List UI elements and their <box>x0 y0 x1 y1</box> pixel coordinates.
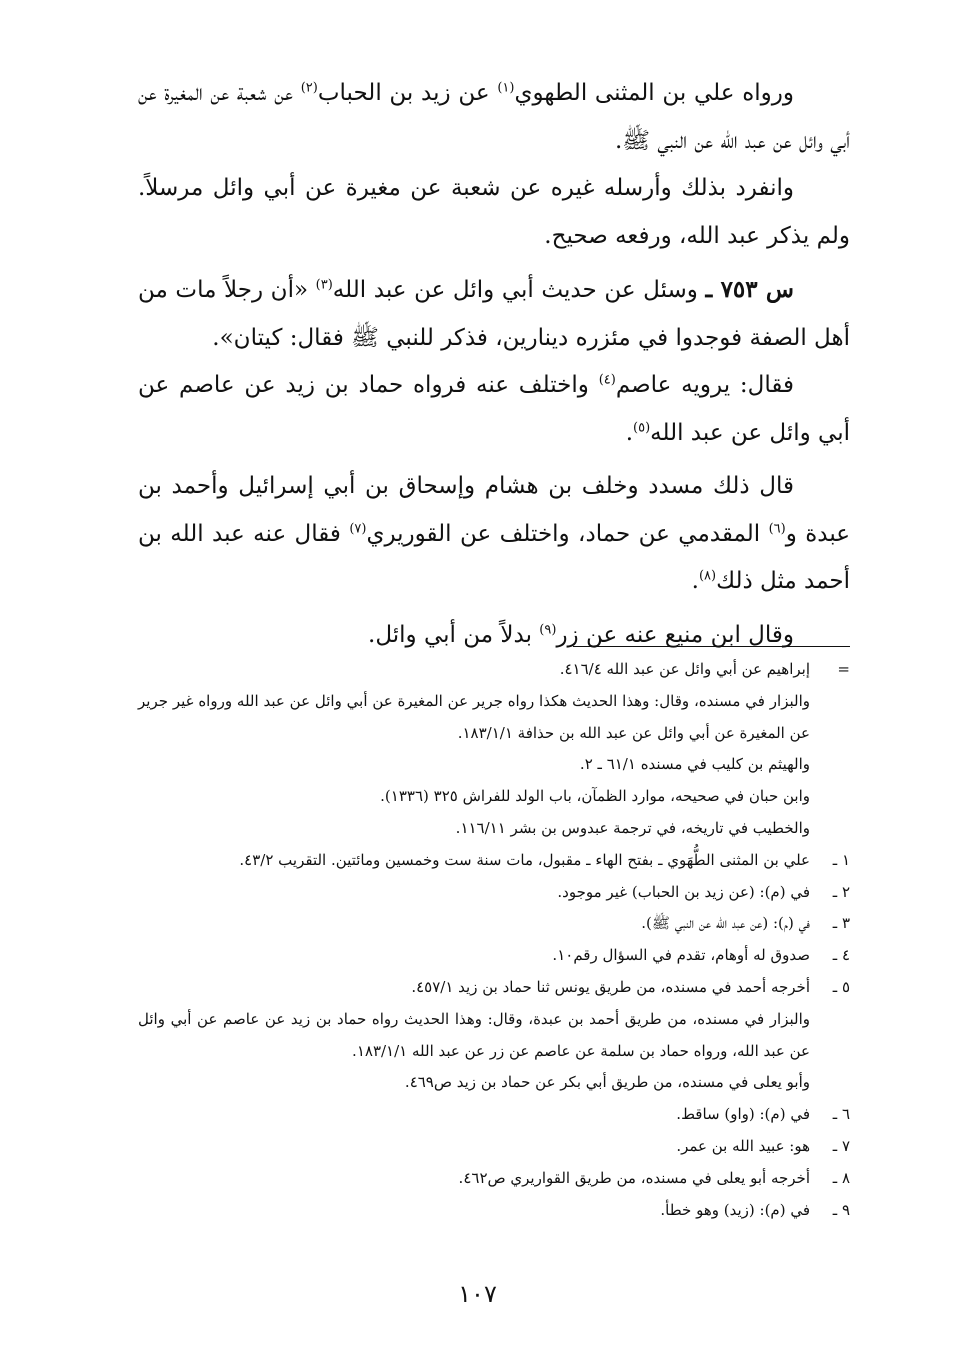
footnote-item <box>138 1099 850 1131</box>
footnote-text: في (م): (واو) ساقط. <box>676 1105 810 1124</box>
text-run: قال ذلك مسدد وخلف بن هشام وإسحاق بن أبي إسرائيل وأحمد بن عبدة و <box>138 473 850 547</box>
footnote-text: والخطيب في تاريخه، في ترجمة عبدوس بن بشر ١١٦/١١. <box>455 818 810 837</box>
footnote-number: ٩ ـ <box>832 1200 850 1219</box>
footnote-number <box>814 1004 850 1068</box>
footnote-number: ٦ ـ <box>832 1105 850 1124</box>
text-run: . <box>625 419 634 446</box>
footnote-item <box>138 877 850 909</box>
footnote-number: ٢ ـ <box>832 882 850 901</box>
footnote-item <box>138 972 850 1004</box>
footnote-ref-9[interactable]: (٩) <box>539 621 557 637</box>
footnote-number: ٤ ـ <box>832 946 850 965</box>
footnote-ref-7[interactable]: (٧) <box>349 520 367 536</box>
footnote-item <box>138 749 850 781</box>
footnote-text: في (م): (زيد) وهو خطأ. <box>660 1200 810 1219</box>
footnote-text: في (م): (عن عبد الله عن النبي ﷺ). <box>641 914 810 933</box>
text-run: فقال: يرويه عاصم <box>615 372 794 398</box>
footnote-number: ٣ ـ <box>832 914 850 933</box>
main-text <box>138 70 850 659</box>
text-run: . <box>691 568 699 594</box>
text-run: «أن رجلاً مات من أهل الصفة فوجدوا في مئزره دينارين، فذكر للنبي ﷺ فقال: كيتان». <box>138 277 850 351</box>
text-run: وقال ابن منيع عنه عن زر <box>556 621 794 648</box>
text-run: بدلاً من أبي وائل. <box>368 621 540 648</box>
footnote-text: هو: عبيد الله بن عمر. <box>676 1136 810 1155</box>
footnote-number: ٥ ـ <box>832 977 850 996</box>
footnote-ref-1[interactable]: (١) <box>497 80 515 96</box>
footnote-text: إبراهيم عن أبي وائل عن عبد الله ٤١٦/٤. <box>559 660 810 678</box>
text-run: المقدمي عن حماد، واختلف عن القوريري <box>366 520 769 547</box>
footnote-item <box>138 813 850 845</box>
footnote-number <box>814 813 850 845</box>
footnote-item <box>138 654 850 686</box>
footnote-ref-2[interactable]: (٢) <box>300 80 318 96</box>
text-run: ورواه علي بن المثنى الطهوي <box>514 80 795 106</box>
page-number: ١٠٧ <box>458 1280 497 1308</box>
footnote-number: ١ ـ <box>832 850 850 869</box>
footnote-number <box>814 749 850 781</box>
footnote-ref-3[interactable]: (٣) <box>315 277 333 293</box>
footnote-number <box>814 686 850 750</box>
footnote-number <box>814 1067 850 1099</box>
footnote-item <box>138 1131 850 1163</box>
text-run: وانفرد بذلك وأرسله غيره عن شعبة عن مغيرة عن أبي وائل مرسلاً. ولم يذكر عبد الله، ورفعه صحيح. <box>138 175 850 249</box>
footnote-text: أخرجه أبو يعلى في مسنده، من طريق القواريري ص٤٦٢. <box>458 1168 810 1187</box>
footnote-ref-5[interactable]: (٥) <box>633 419 651 435</box>
footnote-text: والبزار في مسنده، من طريق أحمد بن عبدة، وقال: وهذا الحديث رواه حماد بن زيد عن عاصم عن أبي وائل عن عبد الله، ورواه حماد بن سلمة عن عاصم عن زر عن عبد الله ١٨٣/١/١. <box>138 1009 810 1060</box>
footnote-text: صدوق له أوهام، تقدم في السؤال رقم١٠. <box>552 946 810 965</box>
text-run: فقال عنه عبد الله بن أحمد مثل ذلك <box>138 520 850 594</box>
footnote-item <box>138 781 850 813</box>
footnote-text: في (م): (عن زيد بن الحباب) غير موجود. <box>557 882 810 901</box>
footnote-item <box>138 940 850 972</box>
question-paragraph <box>138 266 850 362</box>
footnote-number <box>814 781 850 813</box>
answer-paragraph <box>138 362 850 457</box>
text-run: عن زيد بن الحباب <box>317 80 498 106</box>
footnote-text: أخرجه أحمد في مسنده، من طريق يونس ثنا حماد بن زيد ٤٥٧/١. <box>411 977 810 996</box>
footnote-item <box>138 1067 850 1099</box>
footnote-divider <box>573 646 850 647</box>
footnote-text: وابن حبان في صحيحه، موارد الظمآن، باب الولد للفراش ٣٢٥ (١٣٣٦). <box>380 787 810 806</box>
footnote-item <box>138 686 850 750</box>
paragraph-5 <box>138 612 850 660</box>
footnote-text: وأبو يعلى في مسنده، من طريق أبي بكر عن حماد بن زيد ص٤٦٩. <box>404 1073 810 1092</box>
paragraph-1 <box>138 70 850 165</box>
text-run: وسئل عن حديث أبي وائل عن عبد الله <box>332 277 706 303</box>
footnote-text: والبزار في مسنده، وقال: وهذا الحديث هكذا رواه جرير عن المغيرة عن أبي وائل عن عبد الله ورواه غير جرير عن المغيرة عن أبي وائل عن عبد الله بن حذافة ١٨٣/١/١. <box>138 691 810 742</box>
footnotes <box>138 654 850 1226</box>
footnote-item <box>138 1163 850 1195</box>
footnote-ref-8[interactable]: (٨) <box>698 568 717 584</box>
footnote-ref-4[interactable]: (٤) <box>598 372 616 388</box>
footnote-number: ٨ ـ <box>832 1168 850 1187</box>
footnote-text: علي بن المثنى الطُّهَوي ـ بفتح الهاء ـ مقبول، مات سنة ست وخمسين ومائتين. التقريب ٤٣/٢. <box>239 850 810 869</box>
text-run: عن شعبة عن المغيرة عن أبي وائل عن عبد الله عن النبي ﷺ. <box>138 80 850 154</box>
footnote-item <box>138 1195 850 1227</box>
footnote-item <box>138 1004 850 1068</box>
footnote-item <box>138 845 850 877</box>
footnote-item <box>138 908 850 940</box>
footnote-ref-6[interactable]: (٦) <box>768 520 786 536</box>
footnote-number: ٧ ـ <box>832 1136 850 1155</box>
text-run: واختلف عنه فرواه حماد بن زيد عن عاصم عن أبي وائل عن عبد الله <box>138 372 850 446</box>
paragraph-4 <box>138 463 850 606</box>
footnote-number: = <box>837 660 850 678</box>
footnote-text: والهيثم بن كليب في مسنده ٦١/١ ـ ٢. <box>579 755 810 774</box>
question-number: س ٧٥٣ ـ <box>705 276 795 303</box>
paragraph-2 <box>138 165 850 260</box>
